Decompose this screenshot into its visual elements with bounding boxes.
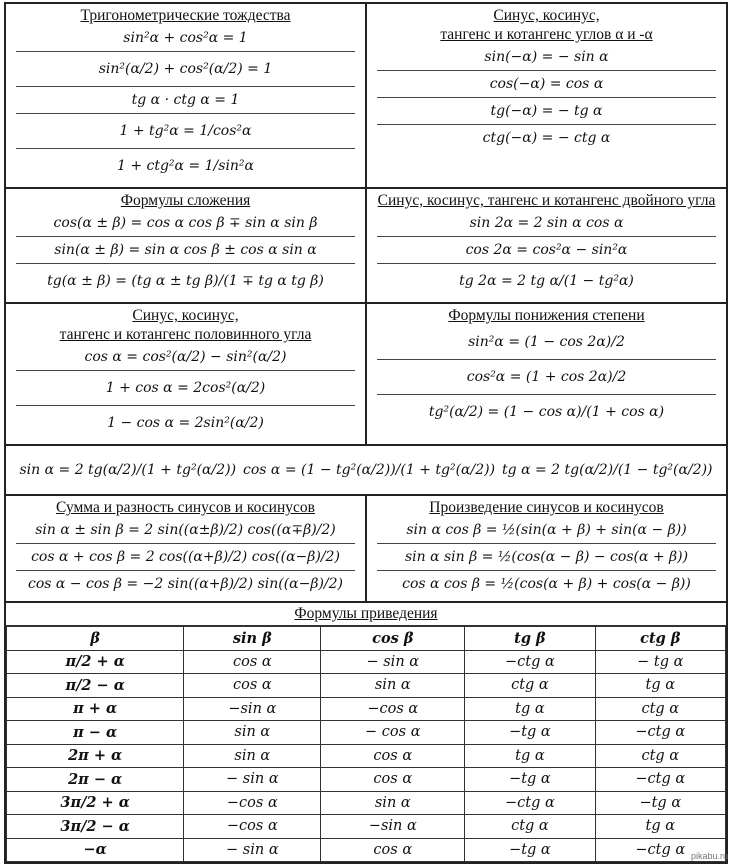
value-cell: − cos α [321, 721, 465, 745]
angle-cell: π/2 − α [7, 674, 184, 698]
formula: sin²(α/2) + cos²(α/2) = 1 [16, 52, 355, 87]
tangent-half-angle-row [6, 446, 726, 496]
table-row [7, 721, 726, 745]
formula: tg(α ± β) = (tg α ± tg β)/(1 ∓ tg α tg β) [47, 273, 324, 289]
formula: cos α = (1 − tg²(α/2))/(1 + tg²(α/2)) [243, 462, 496, 478]
value-cell: tg α [595, 674, 725, 698]
value-cell: −ctg α [595, 721, 725, 745]
value-cell: −ctg α [595, 768, 725, 792]
formula-list [375, 210, 718, 298]
formula-list [14, 517, 357, 597]
formula: sin 2α = 2 sin α cos α [377, 210, 716, 237]
section-title: Тригонометрические тождества [80, 7, 291, 24]
table-row [7, 838, 726, 862]
negative-angles-section [365, 4, 726, 187]
value-cell: − tg α [595, 650, 725, 674]
value-cell: −ctg α [465, 650, 595, 674]
value-cell: tg α [465, 697, 595, 721]
value-cell: − sin α [321, 650, 465, 674]
formula: tg²(α/2) = (1 − cos α)/(1 + cos α) [428, 404, 665, 420]
products-section [365, 496, 726, 601]
addition-section [6, 189, 365, 302]
column-header: sin β [184, 627, 321, 651]
formula-list [375, 517, 718, 597]
formula: sin²α + cos²α = 1 [16, 25, 355, 52]
value-cell: cos α [321, 744, 465, 768]
formula: cos²α = (1 + cos 2α)/2 [377, 360, 716, 395]
angle-cell: π/2 + α [7, 650, 184, 674]
section-title: Синус, косинус, тангенс и котангенс двойного угла [377, 192, 716, 209]
value-cell: −ctg α [465, 791, 595, 815]
formula: sin α ± sin β = 2 sin((α±β)/2) cos((α∓β)/2) [16, 517, 355, 544]
table-row [7, 744, 726, 768]
section-title: Синус, косинус, тангенс и котангенс углов α и -α [440, 7, 653, 43]
watermark: pikabu.ru [690, 851, 728, 861]
half-angle-section [6, 304, 365, 444]
angle-cell: π + α [7, 697, 184, 721]
section-title: Синус, косинус, тангенс и котангенс половинного угла [59, 307, 312, 343]
table-row [7, 815, 726, 839]
formula: cos 2α = cos²α − sin²α [377, 237, 716, 264]
value-cell: ctg α [595, 697, 725, 721]
formula: sin α cos β = ½(sin(α + β) + sin(α − β)) [377, 517, 716, 544]
table-body [7, 650, 726, 862]
column-header: tg β [465, 627, 595, 651]
table-row [7, 791, 726, 815]
reduction-title: Формулы приведения [6, 603, 726, 626]
formula: 1 + cos α = 2cos²(α/2) [16, 371, 355, 406]
formula: 1 + ctg²α = 1/sin²α [116, 158, 255, 174]
value-cell: −cos α [184, 815, 321, 839]
formula-list [375, 44, 718, 151]
double-angle-section [365, 189, 726, 302]
column-header: ctg β [595, 627, 725, 651]
formula: 1 − cos α = 2sin²(α/2) [107, 415, 264, 431]
formula-list [14, 210, 357, 298]
section-title: Формулы сложения [120, 192, 251, 209]
formula: cos α = cos²(α/2) − sin²(α/2) [16, 344, 355, 371]
value-cell: − sin α [184, 838, 321, 862]
table-row [7, 768, 726, 792]
angle-cell: 2π + α [7, 744, 184, 768]
formula: tg α · ctg α = 1 [16, 87, 355, 114]
column-header: cos β [321, 627, 465, 651]
trig-identities-section [6, 4, 365, 187]
angle-cell: −α [7, 838, 184, 862]
power-reduction-section [365, 304, 726, 444]
formula: tg 2α = 2 tg α/(1 − tg²α) [459, 273, 634, 289]
reduction-table [6, 626, 726, 862]
formula: sin α = 2 tg(α/2)/(1 + tg²(α/2)) [19, 462, 237, 478]
value-cell: tg α [465, 744, 595, 768]
row-identities [6, 4, 726, 189]
formula: sin(−α) = − sin α [377, 44, 716, 71]
table-row [7, 697, 726, 721]
value-cell: ctg α [465, 815, 595, 839]
value-cell: sin α [321, 674, 465, 698]
formula: sin(α ± β) = sin α cos β ± cos α sin α [16, 237, 355, 264]
formula: sin α sin β = ½(cos(α − β) − cos(α + β)) [377, 544, 716, 571]
formula-list [375, 325, 718, 429]
formula: cos α − cos β = −2 sin((α+β)/2) sin((α−β)/2) [27, 576, 343, 592]
table-row [7, 674, 726, 698]
column-header: β [7, 627, 184, 651]
value-cell: ctg α [595, 744, 725, 768]
table-header-row [7, 627, 726, 651]
value-cell: −cos α [321, 697, 465, 721]
value-cell: cos α [321, 838, 465, 862]
formula: tg α = 2 tg(α/2)/(1 − tg²(α/2)) [502, 462, 713, 478]
angle-cell: 2π − α [7, 768, 184, 792]
value-cell: −cos α [184, 791, 321, 815]
value-cell: sin α [184, 721, 321, 745]
formula: cos(−α) = cos α [377, 71, 716, 98]
formula: ctg(−α) = − ctg α [482, 130, 611, 146]
formula-list [14, 25, 357, 183]
value-cell: − sin α [184, 768, 321, 792]
value-cell: ctg α [465, 674, 595, 698]
row-half-angle [6, 304, 726, 446]
formula-sheet [4, 2, 728, 864]
formula: tg(−α) = − tg α [377, 98, 716, 125]
angle-cell: 3π/2 − α [7, 815, 184, 839]
value-cell: −tg α [465, 768, 595, 792]
formula: cos(α ± β) = cos α cos β ∓ sin α sin β [16, 210, 355, 237]
value-cell: tg α [595, 815, 725, 839]
sum-diff-section [6, 496, 365, 601]
value-cell: −ctg α [595, 838, 725, 862]
value-cell: sin α [184, 744, 321, 768]
value-cell: −tg α [465, 838, 595, 862]
table-row [7, 650, 726, 674]
value-cell: cos α [184, 674, 321, 698]
value-cell: −tg α [465, 721, 595, 745]
formula: 1 + tg²α = 1/cos²α [16, 114, 355, 149]
value-cell: −tg α [595, 791, 725, 815]
angle-cell: 3π/2 + α [7, 791, 184, 815]
value-cell: cos α [321, 768, 465, 792]
row-addition [6, 189, 726, 304]
row-sum-product [6, 496, 726, 603]
value-cell: −sin α [321, 815, 465, 839]
formula: sin²α = (1 − cos 2α)/2 [377, 325, 716, 360]
formula: cos α + cos β = 2 cos((α+β)/2) cos((α−β)/2) [16, 544, 355, 571]
value-cell: sin α [321, 791, 465, 815]
value-cell: −sin α [184, 697, 321, 721]
value-cell: cos α [184, 650, 321, 674]
section-title: Сумма и разность синусов и косинусов [56, 499, 315, 516]
section-title: Произведение синусов и косинусов [429, 499, 664, 516]
section-title: Формулы понижения степени [448, 307, 645, 324]
formula: cos α cos β = ½(cos(α + β) + cos(α − β)) [402, 576, 691, 592]
formula-list [14, 344, 357, 440]
angle-cell: π − α [7, 721, 184, 745]
